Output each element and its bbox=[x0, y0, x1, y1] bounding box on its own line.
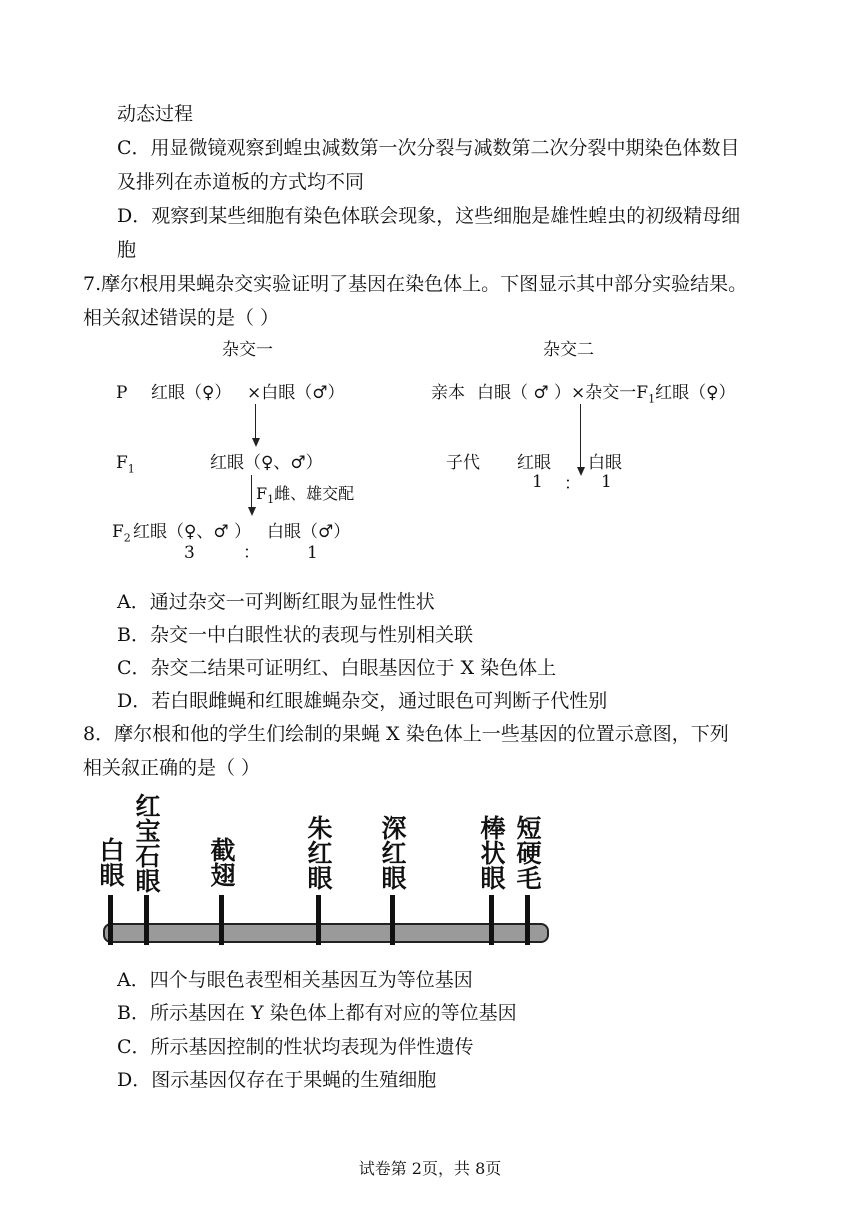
q7-option-b: B．杂交一中白眼性状的表现与性别相关联 bbox=[117, 624, 473, 646]
q8-option-c: C．所示基因控制的性状均表现为伴性遗传 bbox=[117, 1036, 474, 1058]
locus-bar-eye bbox=[489, 895, 494, 945]
cross1-f2-white: 白眼（♂） bbox=[267, 522, 351, 542]
gene-label-cut-wing: 截翅 bbox=[207, 837, 236, 887]
q6-option-d-cont: 胞 bbox=[117, 239, 137, 261]
x-chromosome-bar bbox=[103, 923, 549, 943]
cross1-title: 杂交一 bbox=[222, 340, 273, 360]
gene-label-carmine-eye: 深红眼 bbox=[378, 815, 407, 890]
cross1-f2-label: $F_2$ bbox=[112, 522, 131, 545]
q6-continuation: 动态过程 bbox=[117, 103, 194, 125]
q8-stem: 8．摩尔根和他的学生们绘制的果蝇 X 染色体上一些基因的位置示意图，下列 bbox=[83, 723, 729, 745]
gene-label-vermilion-eye: 朱红眼 bbox=[304, 815, 333, 890]
cross1-p-label: P bbox=[116, 383, 128, 403]
cross1-f1-label: $F_1$ bbox=[116, 453, 135, 476]
q8-stem-cont: 相关叙正确的是（ ） bbox=[83, 757, 261, 779]
cross1-f1-phenotype: 红眼（♀、♂） bbox=[210, 453, 323, 473]
locus-bristle bbox=[525, 895, 530, 945]
cross1-arrow-1 bbox=[255, 404, 256, 440]
gene-label-ruby-eye: 红宝石眼 bbox=[132, 793, 161, 893]
q7-option-d: D．若白眼雌蝇和红眼雄蝇杂交，通过眼色可判断子代性别 bbox=[117, 690, 608, 712]
cross1-arrow-2 bbox=[251, 475, 252, 509]
page-footer: 试卷第 2页，共 8页 bbox=[358, 1159, 502, 1178]
cross2-ratio-sep: ： bbox=[564, 474, 581, 494]
q7-stem-cont: 相关叙述错误的是（ ） bbox=[83, 307, 280, 329]
cross1-ratio-a: 3 bbox=[184, 543, 195, 563]
cross1-ratio-sep: ： bbox=[243, 543, 260, 563]
q6-option-d: D．观察到某些细胞有染色体联会现象，这些细胞是雄性蝗虫的初级精母细 bbox=[117, 205, 741, 227]
cross1-p-female: 红眼（♀） bbox=[151, 383, 232, 403]
locus-cut-wing bbox=[219, 895, 224, 945]
cross1-arrowhead-1 bbox=[252, 438, 260, 447]
q8-option-a: A．四个与眼色表型相关基因互为等位基因 bbox=[117, 969, 473, 991]
q7-option-a: A．通过杂交一可判断红眼为显性性状 bbox=[117, 591, 435, 613]
locus-carmine-eye bbox=[390, 895, 395, 945]
cross1-f1-mating-note: $F_1$雌、雄交配 bbox=[256, 484, 355, 507]
cross2-white: 白眼 bbox=[588, 453, 622, 473]
gene-label-white-eye: 白眼 bbox=[96, 837, 125, 887]
cross2-parents: 白眼（ ♂ ）×杂交一$F_1$红眼（♀） bbox=[477, 383, 736, 406]
cross2-ratio-b: 1 bbox=[601, 472, 612, 492]
cross1-ratio-b: 1 bbox=[307, 543, 318, 563]
q6-option-c-cont: 及排列在赤道板的方式均不同 bbox=[117, 171, 365, 193]
q8-option-d: D．图示基因仅存在于果蝇的生殖细胞 bbox=[117, 1069, 437, 1091]
cross2-ratio-a: 1 bbox=[532, 472, 543, 492]
cross2-red: 红眼 bbox=[517, 453, 551, 473]
cross2-offspring-label: 子代 bbox=[446, 453, 480, 473]
cross1-arrowhead-2 bbox=[248, 507, 256, 516]
gene-label-bar-eye: 棒状眼 bbox=[477, 815, 506, 890]
q8-option-b: B．所示基因在 Y 染色体上都有对应的等位基因 bbox=[117, 1002, 517, 1024]
cross2-arrow bbox=[580, 404, 581, 469]
cross2-parent-label: 亲本 bbox=[431, 383, 465, 403]
locus-ruby-eye bbox=[144, 895, 149, 945]
q6-option-c: C．用显微镜观察到蝗虫减数第一次分裂与减数第二次分裂中期染色体数目 bbox=[117, 137, 740, 159]
locus-vermilion-eye bbox=[316, 895, 321, 945]
q7-option-c: C．杂交二结果可证明红、白眼基因位于 X 染色体上 bbox=[117, 657, 557, 679]
cross1-p-male: ×白眼（♂） bbox=[247, 383, 345, 403]
cross1-f2-red: 红眼（♀、♂ ） bbox=[133, 522, 252, 542]
q7-stem: 7.摩尔根用果蝇杂交实验证明了基因在染色体上。下图显示其中部分实验结果。 bbox=[83, 273, 748, 295]
gene-label-bristle: 短硬毛 bbox=[513, 815, 542, 890]
cross2-title: 杂交二 bbox=[543, 340, 594, 360]
locus-white-eye bbox=[108, 895, 113, 945]
